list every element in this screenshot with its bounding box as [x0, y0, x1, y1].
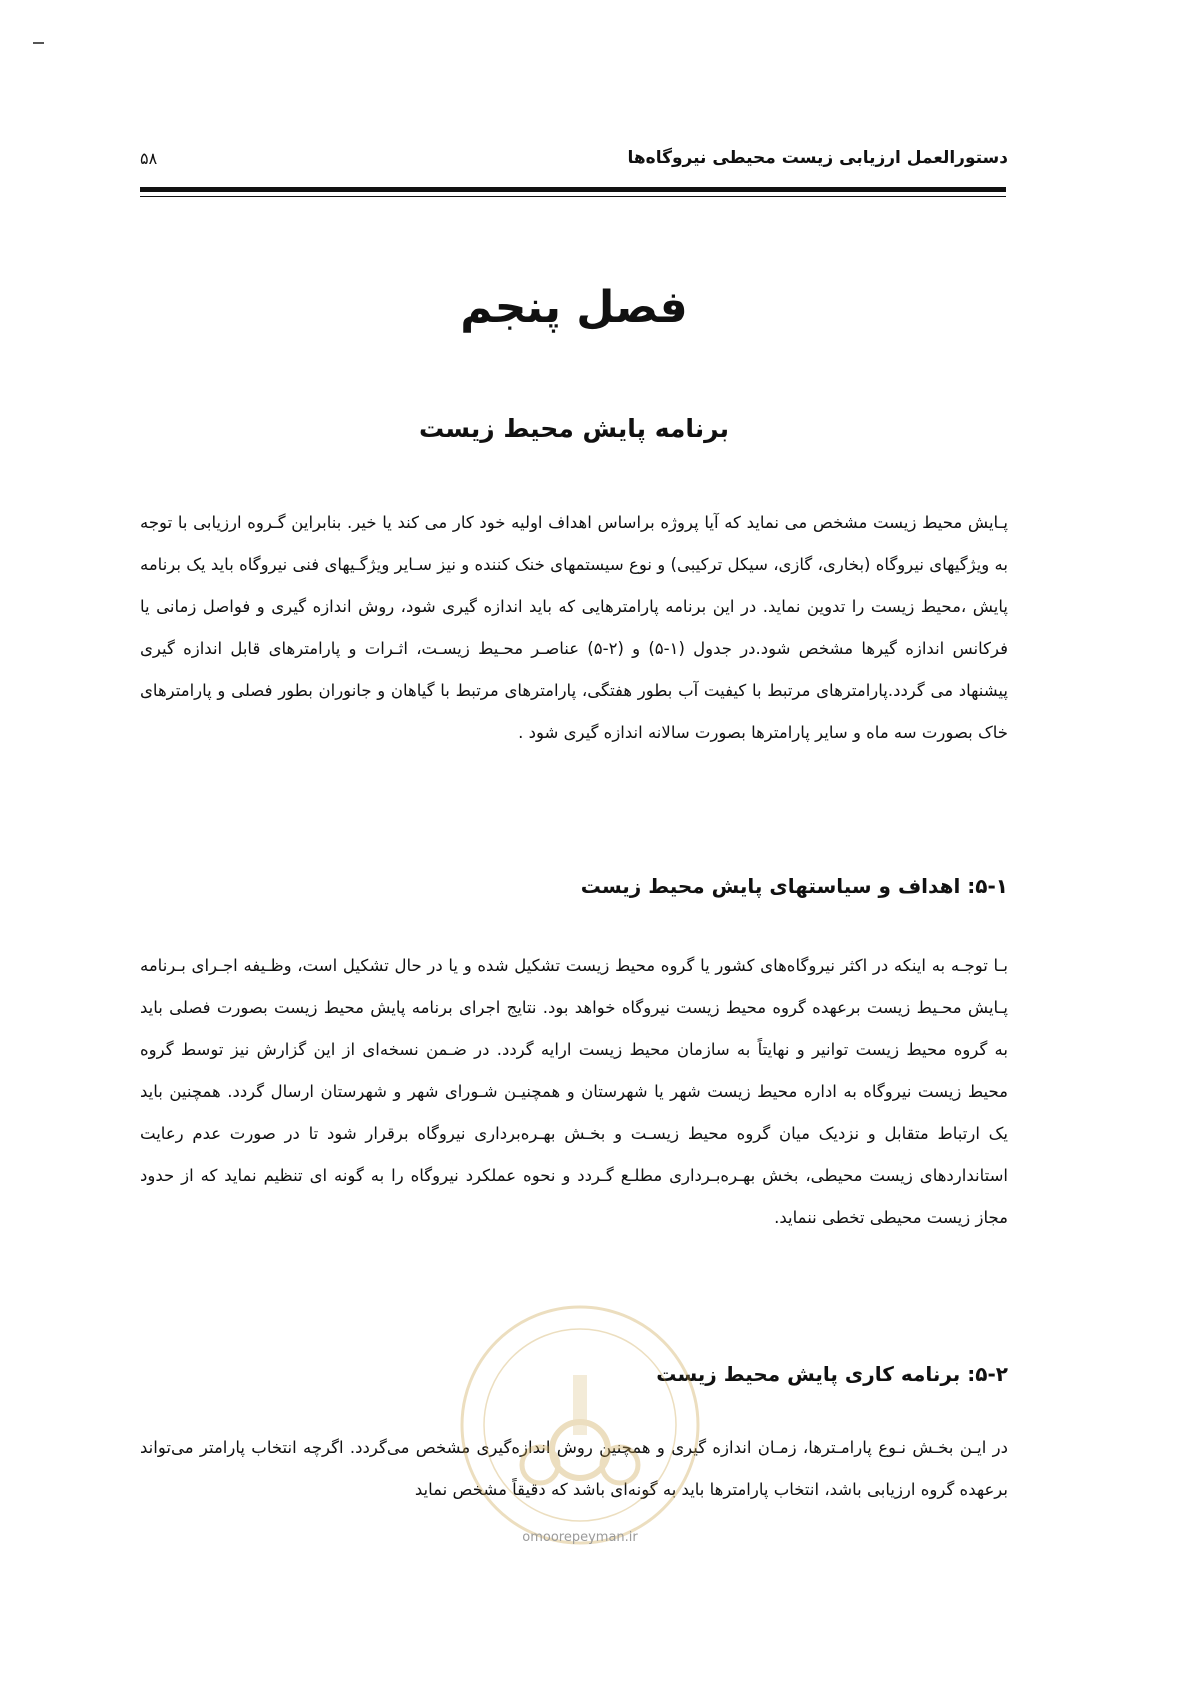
- section-5-1-paragraph: بـا توجـه به اینکه در اکثر نیروگاه‌های کشور یا گروه محیط زیست تشکیل شده و یا در حال تشکیل است، وظـیفه اجـرای بـرنامه پـایش محـیط زیست برعهده گروه محیط زیست نیروگاه خواهد بود. نتایج اجرای برنامه پایش محیط زیست بصورت فصلی باید به گروه محیط زیست توانیر و نهایتاً به سازمان محیط زیست ارایه گردد. در ضـمن نسخه‌ای از این گزارش نیز توسط گروه محیط زیست نیروگاه به اداره محیط زیست شهر یا شهرستان و همچنیـن شـورای شهر و شهرستان ارسال گردد. همچنین باید یک ارتباط متقابل و نزدیک میان گروه محیط زیسـت و بخـش بهـره‌برداری نیروگاه برقرار شود تا در صورت عدم رعایت استانداردهای زیست محیطی، بخش بهـره‌بـرداری مطلـع گـردد و نحوه عملکرد نیروگاه را به گونه ای تنظیم نماید که از حدود مجاز زیست محیطی تخطی ننماید.: [140, 956, 1008, 1227]
- section-5-2-paragraph: در ایـن بخـش نـوع پارامـترها، زمـان اندازه گیری و همچنین روش اندازه‌گیری مشخص می‌گردد. اگرچه انتخاب پارامتر می‌تواند برعهده گروه ارزیابی باشد، انتخاب پارامترها باید به گونه‌ای باشد که دقیقاً مشخص نماید: [140, 1438, 1008, 1499]
- header-rule-thin: [140, 196, 1006, 197]
- section-heading-5-1: ۵-۱: اهداف و سیاستهای پایش محیط زیست: [580, 874, 1008, 898]
- watermark-logo: [455, 1300, 705, 1550]
- header-rule-thick: [140, 187, 1006, 192]
- watermark-url: omoorepeyman.ir: [522, 1530, 638, 1545]
- intro-paragraph: پـایش محیط زیست مشخص می نماید که آیا پروژه براساس اهداف اولیه خود کار می کند یا خیر. بنابراین گـروه ارزیابی با توجه به ویژگیهای نیروگاه (بخاری، گازی، سیکل ترکیبی) و نوع سیستمهای خنک کننده و نیز سـایر ویژگـیهای فنی نیروگاه باید یک برنامه پایش ،محیط زیست را تدوین نماید. در این برنامه پارامترهایی که باید اندازه گیری شود، روش اندازه گیری و فواصل زمانی یا فرکانس اندازه گیرها مشخص شود.در جدول (۱-۵) و (۲-۵) عناصـر محـیط زیسـت، اثـرات و پارامترهای قابل اندازه گیری پیشنهاد می گردد.پارامترهای مرتبط با کیفیت آب بطور هفتگی، پارامترهای مرتبط با گیاهان و جانوران بطور فصلی و پارامترهای خاک بصورت سه ماه و سایر پارامترها بصورت سالانه اندازه گیری شود .: [140, 513, 1008, 742]
- chapter-subtitle: برنامه پایش محیط زیست: [418, 414, 730, 443]
- section-heading-5-2: ۵-۲: برنامه کاری پایش محیط زیست: [656, 1362, 1008, 1386]
- scan-mark: [33, 42, 44, 44]
- running-header: [140, 138, 1008, 178]
- page-number: ۵۸: [140, 148, 158, 168]
- chapter-title: فصل پنجم: [460, 282, 688, 333]
- header-title: دستورالعمل ارزیابی زیست محیطی نیروگاه‌ها: [627, 148, 1008, 168]
